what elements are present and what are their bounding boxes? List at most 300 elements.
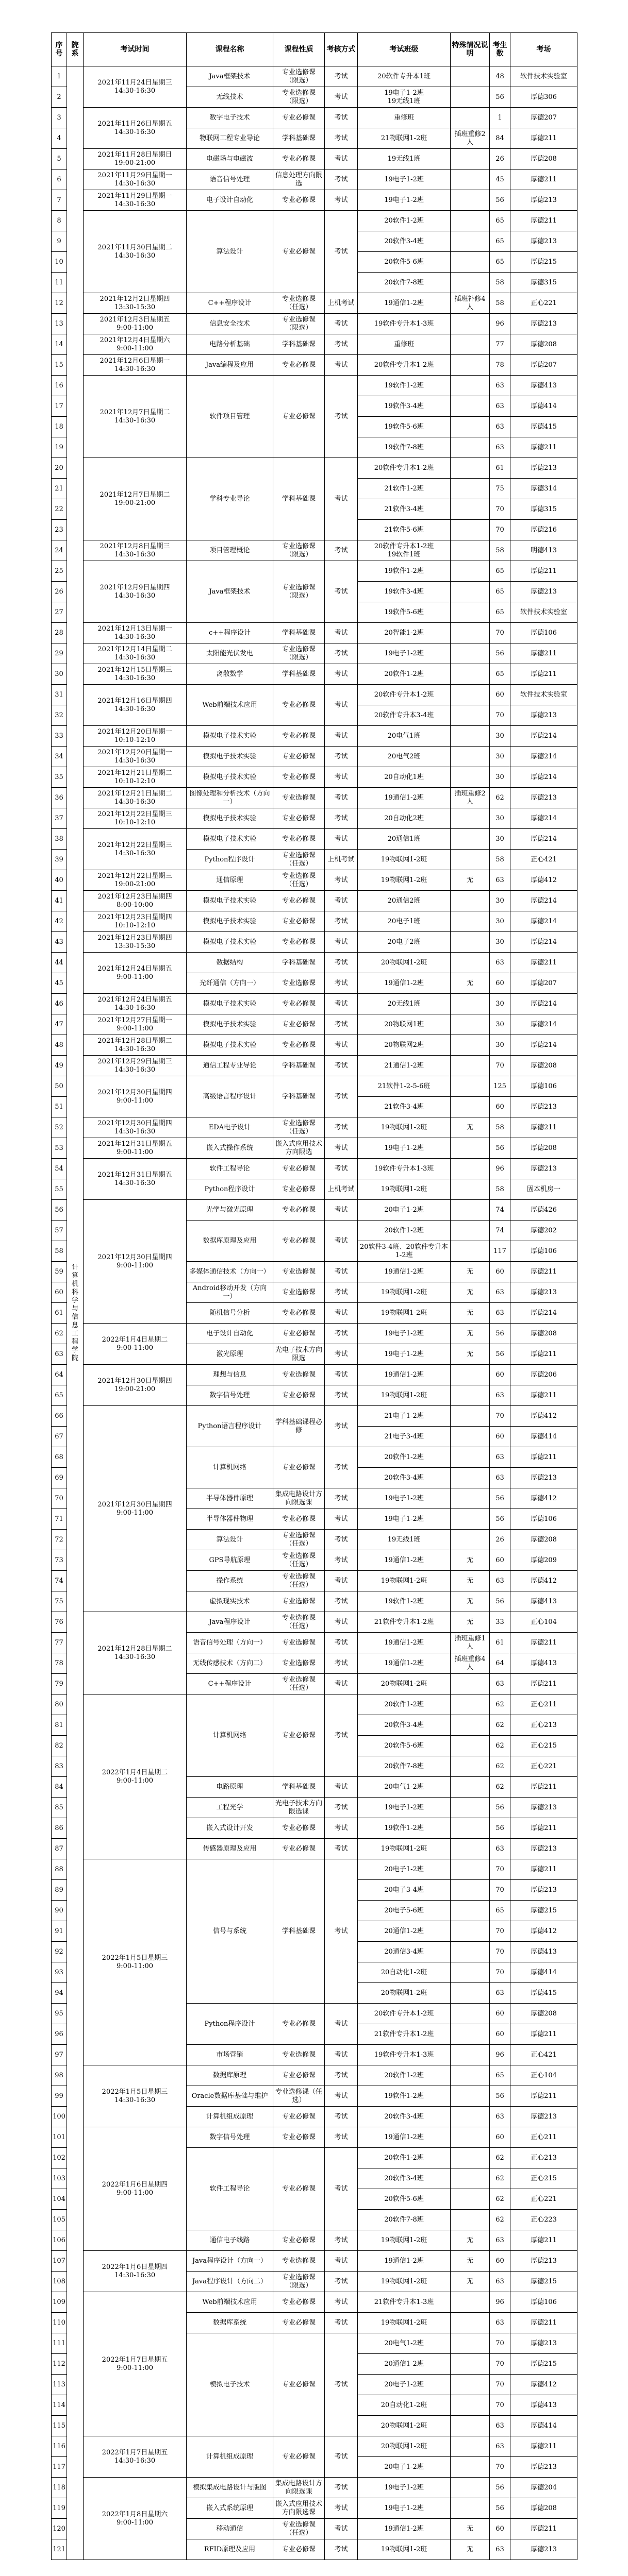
exam-room: 正心221 [510, 2189, 577, 2210]
exam-class: 重修班 [358, 334, 451, 355]
row-no: 115 [52, 2416, 67, 2436]
course-name: c++程序设计 [187, 623, 273, 643]
exam-time: 2021年11月29日星期一 14:30-16:30 [84, 190, 187, 211]
row-no: 104 [52, 2189, 67, 2210]
course-name: 算法设计 [187, 1530, 273, 1550]
row-no: 43 [52, 932, 67, 953]
row-no: 103 [52, 2168, 67, 2189]
table-row [52, 1035, 577, 1056]
special-note [451, 396, 490, 417]
student-count: 30 [490, 1035, 510, 1056]
exam-class: 20电子1班 [358, 911, 451, 932]
student-count: 70 [490, 705, 510, 726]
exam-class: 19通信1-2班 [358, 2519, 451, 2539]
course-nature: 专业选修课 [273, 1633, 325, 1653]
row-no: 58 [52, 1241, 67, 1262]
exam-room: 厚德213 [510, 788, 577, 808]
special-note [451, 2004, 490, 2024]
course-nature: 集成电路设计方向限选课 [273, 1488, 325, 1509]
exam-method: 考试 [325, 211, 358, 293]
table-row [52, 911, 577, 932]
table-row [52, 685, 577, 705]
student-count: 56 [490, 1324, 510, 1344]
course-name: 电路原理 [187, 1777, 273, 1798]
exam-time: 2021年12月22日星期三 14:30-16:30 [84, 829, 187, 870]
student-count: 70 [490, 623, 510, 643]
exam-room: 正心421 [510, 2045, 577, 2065]
exam-class: 20软件3-4班 [358, 231, 451, 252]
row-no: 72 [52, 1530, 67, 1550]
special-note [451, 1901, 490, 1921]
student-count: 96 [490, 314, 510, 334]
special-note [451, 540, 490, 561]
exam-room: 厚德211 [510, 1633, 577, 1653]
row-no: 48 [52, 1035, 67, 1056]
exam-time: 2021年12月23日星期四 10:10-12:10 [84, 911, 187, 932]
course-nature: 专业必修课 [273, 685, 325, 726]
student-count: 60 [490, 2004, 510, 2024]
row-no: 49 [52, 1056, 67, 1076]
exam-class: 19软件7-8班 [358, 437, 451, 458]
course-nature: 学科基础课 [273, 1076, 325, 1117]
row-no: 77 [52, 1633, 67, 1653]
course-nature: 专业选修课 （任选） [273, 1571, 325, 1591]
exam-class: 21物联网1-2班 [358, 128, 451, 149]
exam-room: 厚德213 [510, 1282, 577, 1303]
exam-time: 2021年12月6日星期一 14:30-16:30 [84, 355, 187, 376]
table-row [52, 1859, 577, 1880]
course-nature: 专业必修课 [273, 355, 325, 376]
exam-room: 厚德412 [510, 1921, 577, 1942]
exam-class: 19电子1-2班 [358, 1509, 451, 1530]
exam-class: 20软件5-6班 [358, 252, 451, 273]
row-no: 56 [52, 1200, 67, 1221]
table-row [52, 149, 577, 170]
exam-method: 考试 [325, 2107, 358, 2127]
row-no: 53 [52, 1138, 67, 1159]
exam-room: 厚德213 [510, 1798, 577, 1818]
exam-room: 厚德211 [510, 170, 577, 190]
exam-class: 21通信1-2班 [358, 1056, 451, 1076]
course-nature: 嵌入式应用技术方向限选 [273, 1138, 325, 1159]
exam-class: 20电子1-2班 [358, 1859, 451, 1880]
special-note [451, 1406, 490, 1427]
student-count: 30 [490, 747, 510, 767]
student-count: 96 [490, 2045, 510, 2065]
exam-time: 2021年12月30日星期四 9:00-11:00 [84, 1200, 187, 1324]
exam-method: 考试 [325, 747, 358, 767]
exam-class: 19电子1-2班 [358, 1488, 451, 1509]
exam-method: 考试 [325, 623, 358, 643]
student-count: 61 [490, 458, 510, 479]
course-name: 模拟电子技术 [187, 2333, 273, 2436]
table-row [52, 994, 577, 1014]
course-nature: 专业必修课 [273, 2230, 325, 2251]
exam-room: 厚德211 [510, 2313, 577, 2333]
row-no: 24 [52, 540, 67, 561]
special-note [451, 1818, 490, 1839]
row-no: 20 [52, 458, 67, 479]
course-name: 光学与激光原理 [187, 1200, 273, 1221]
exam-method: 考试 [325, 1303, 358, 1324]
exam-room: 厚德213 [510, 582, 577, 602]
exam-room: 厚德211 [510, 2519, 577, 2539]
course-nature: 专业选修课 （限选） [273, 540, 325, 561]
course-name: Web前端技术应用 [187, 2292, 273, 2313]
special-note [451, 1179, 490, 1200]
student-count: 75 [490, 479, 510, 499]
exam-method: 考试 [325, 1488, 358, 1509]
special-note [451, 1962, 490, 1983]
course-nature: 专业必修课 [273, 190, 325, 211]
exam-class: 20软件7-8班 [358, 2210, 451, 2230]
exam-method: 考试 [325, 1385, 358, 1406]
course-name: 无线传感技术（方向二） [187, 1653, 273, 1674]
student-count: 56 [490, 1798, 510, 1818]
exam-room: 正心213 [510, 1715, 577, 1736]
student-count: 60 [490, 2519, 510, 2539]
exam-class: 21软件专升本1-3班 [358, 2292, 451, 2313]
exam-room: 厚德413 [510, 1942, 577, 1962]
student-count: 62 [490, 2168, 510, 2189]
course-nature: 专业必修课 [273, 767, 325, 788]
row-no: 69 [52, 1468, 67, 1488]
exam-class: 19软件3-4班 [358, 582, 451, 602]
student-count: 56 [490, 1344, 510, 1365]
special-note: 无 [451, 2272, 490, 2292]
special-note [451, 479, 490, 499]
special-note [451, 1468, 490, 1488]
special-note [451, 1035, 490, 1056]
exam-room: 厚德214 [510, 767, 577, 788]
exam-class: 19物联网1-2班 [358, 2313, 451, 2333]
exam-class: 20自动化1班 [358, 767, 451, 788]
course-name: 计算机网络 [187, 1694, 273, 1777]
course-name: 软件工程导论 [187, 2148, 273, 2230]
course-name: 模拟电子技术实验 [187, 994, 273, 1014]
row-no: 70 [52, 1488, 67, 1509]
exam-method: 考试 [325, 2498, 358, 2519]
exam-class: 19通信1-2班 [358, 788, 451, 808]
special-note [451, 87, 490, 108]
header-room: 考场 [510, 33, 577, 66]
header-class: 考试班级 [358, 33, 451, 66]
exam-method: 考试 [325, 1262, 358, 1282]
course-name: Python语言程序设计 [187, 1406, 273, 1447]
special-note [451, 1942, 490, 1962]
student-count: 65 [490, 252, 510, 273]
table-row [52, 1159, 577, 1179]
exam-room: 厚德414 [510, 396, 577, 417]
exam-room: 厚德412 [510, 870, 577, 891]
exam-class: 21电子1-2班 [358, 1406, 451, 1427]
special-note [451, 1365, 490, 1385]
exam-class: 19通信1-2班 [358, 293, 451, 314]
row-no: 111 [52, 2333, 67, 2354]
table-row [52, 293, 577, 314]
exam-method: 考试 [325, 1674, 358, 1694]
exam-time: 2021年12月13日星期一 14:30-16:30 [84, 623, 187, 643]
special-note: 无 [451, 1550, 490, 1571]
exam-class: 20软件专升本1-2班 19软件1班 [358, 540, 451, 561]
course-name: Python程序设计 [187, 850, 273, 870]
exam-class: 19软件1-2班 [358, 2086, 451, 2107]
exam-room: 厚德213 [510, 2251, 577, 2272]
exam-class: 20软件专升本1-2班 [358, 685, 451, 705]
exam-class: 20软件专升本1-2班 [358, 355, 451, 376]
exam-room: 厚德209 [510, 1550, 577, 1571]
student-count: 63 [490, 376, 510, 396]
exam-class: 20软件5-6班 [358, 1736, 451, 1756]
course-nature: 专业选修课 （任选） [273, 1530, 325, 1550]
special-note [451, 2148, 490, 2168]
row-no: 32 [52, 705, 67, 726]
exam-room: 厚德214 [510, 808, 577, 829]
exam-class: 19物联网1-2班 [358, 2539, 451, 2560]
exam-class: 20软件3-4班 [358, 2168, 451, 2189]
header-time: 考试时间 [84, 33, 187, 66]
exam-class: 19软件1-2班 [358, 1818, 451, 1839]
row-no: 27 [52, 602, 67, 623]
exam-room: 厚德214 [510, 891, 577, 911]
special-note [451, 1859, 490, 1880]
special-note [451, 850, 490, 870]
special-note: 无 [451, 1262, 490, 1282]
exam-class: 20物联网2班 [358, 1035, 451, 1056]
exam-method: 考试 [325, 1344, 358, 1365]
student-count: 63 [490, 2313, 510, 2333]
row-no: 88 [52, 1859, 67, 1880]
row-no: 50 [52, 1076, 67, 1097]
exam-method: 考试 [325, 1653, 358, 1674]
exam-time: 2021年12月23日星期四 13:30-15:30 [84, 932, 187, 953]
student-count: 63 [490, 1468, 510, 1488]
row-no: 62 [52, 1324, 67, 1344]
row-no: 52 [52, 1117, 67, 1138]
table-row [52, 664, 577, 685]
exam-method: 考试 [325, 870, 358, 891]
exam-room: 厚德211 [510, 211, 577, 231]
exam-method: 考试 [325, 664, 358, 685]
exam-method: 考试 [325, 2272, 358, 2292]
course-nature: 光电子技术方向限选 [273, 1344, 325, 1365]
table-row [52, 870, 577, 891]
exam-class: 20物联网1-2班 [358, 1983, 451, 2004]
table-row [52, 2065, 577, 2086]
exam-class: 20智能1-2班 [358, 623, 451, 643]
exam-class: 19通信1-2班 [358, 2127, 451, 2148]
student-count: 30 [490, 911, 510, 932]
special-note [451, 932, 490, 953]
course-nature: 信息处理方向限选 [273, 170, 325, 190]
table-row [52, 747, 577, 767]
exam-room: 厚德213 [510, 458, 577, 479]
course-nature: 专业必修课 [273, 2065, 325, 2086]
exam-room: 厚德211 [510, 1385, 577, 1406]
exam-room: 厚德208 [510, 2498, 577, 2519]
course-nature: 专业必修课 [273, 1179, 325, 1200]
exam-room: 厚德215 [510, 252, 577, 273]
exam-room: 厚德208 [510, 334, 577, 355]
course-nature: 学科基础课 [273, 953, 325, 973]
course-name: 算法设计 [187, 211, 273, 293]
special-note: 无 [451, 1117, 490, 1138]
special-note: 无 [451, 1324, 490, 1344]
exam-room: 正心213 [510, 2148, 577, 2168]
table-row [52, 1612, 577, 1633]
row-no: 9 [52, 231, 67, 252]
exam-room: 厚德202 [510, 1221, 577, 1241]
exam-class: 20通信3-4班 [358, 1942, 451, 1962]
row-no: 28 [52, 623, 67, 643]
row-no: 22 [52, 499, 67, 520]
row-no: 98 [52, 2065, 67, 2086]
course-nature: 专业必修课 [273, 1694, 325, 1777]
exam-method: 考试 [325, 540, 358, 561]
course-name: C++程序设计 [187, 1674, 273, 1694]
student-count: 96 [490, 1159, 510, 1179]
exam-method: 考试 [325, 376, 358, 458]
exam-room: 厚德211 [510, 2024, 577, 2045]
exam-time: 2021年12月28日星期二 14:30-16:30 [84, 1612, 187, 1694]
course-nature: 专业必修课 [273, 2313, 325, 2333]
course-name: Android移动开发（方向一） [187, 1282, 273, 1303]
row-no: 11 [52, 273, 67, 293]
course-nature: 专业必修课 [273, 1303, 325, 1324]
exam-class: 19软件专升本1-3班 [358, 1159, 451, 1179]
special-note [451, 170, 490, 190]
row-no: 86 [52, 1818, 67, 1839]
special-note [451, 2168, 490, 2189]
exam-class: 20自动化1-2班 [358, 2395, 451, 2416]
student-count: 70 [490, 1056, 510, 1076]
special-note [451, 1159, 490, 1179]
special-note [451, 2333, 490, 2354]
exam-method: 考试 [325, 1056, 358, 1076]
exam-room: 厚德213 [510, 2457, 577, 2478]
special-note: 无 [451, 2230, 490, 2251]
row-no: 63 [52, 1344, 67, 1365]
row-no: 90 [52, 1901, 67, 1921]
exam-room: 厚德415 [510, 1983, 577, 2004]
course-nature: 专业选修课 [273, 788, 325, 808]
special-note: 插班重修1人 [451, 1633, 490, 1653]
exam-class: 21软件3-4班 [358, 499, 451, 520]
row-no: 67 [52, 1427, 67, 1447]
row-no: 108 [52, 2272, 67, 2292]
special-note [451, 829, 490, 850]
exam-class: 20电子5-6班 [358, 1901, 451, 1921]
student-count: 30 [490, 808, 510, 829]
course-nature: 专业选修课 （任选） [273, 1117, 325, 1138]
exam-class: 19通信1-2班 [358, 1262, 451, 1282]
exam-time: 2021年12月31日星期五 14:30-16:30 [84, 1159, 187, 1200]
exam-method: 考试 [325, 1694, 358, 1777]
special-note: 无 [451, 1344, 490, 1365]
exam-room: 厚德106 [510, 2292, 577, 2313]
special-note: 插班补修4人 [451, 293, 490, 314]
special-note [451, 2024, 490, 2045]
student-count: 60 [490, 1365, 510, 1385]
exam-room: 厚德208 [510, 1530, 577, 1550]
special-note [451, 1241, 490, 1262]
exam-method: 考试 [325, 973, 358, 994]
student-count: 65 [490, 211, 510, 231]
exam-room: 正心104 [510, 1612, 577, 1633]
special-note [451, 994, 490, 1014]
exam-method: 考试 [325, 891, 358, 911]
row-no: 18 [52, 417, 67, 437]
exam-class: 20软件5-6班 [358, 2189, 451, 2210]
row-no: 19 [52, 437, 67, 458]
exam-time: 2021年12月7日星期二 14:30-16:30 [84, 376, 187, 458]
special-note: 无 [451, 2251, 490, 2272]
student-count: 63 [490, 2107, 510, 2127]
course-nature: 专业选修课 （限选） [273, 87, 325, 108]
exam-class: 20通信1-2班 [358, 2354, 451, 2375]
student-count: 56 [490, 87, 510, 108]
exam-room: 厚德207 [510, 108, 577, 128]
exam-time: 2021年12月29日星期三 14:30-16:30 [84, 1056, 187, 1076]
student-count: 70 [490, 1942, 510, 1962]
row-no: 94 [52, 1983, 67, 2004]
student-count: 64 [490, 1653, 510, 1674]
row-no: 80 [52, 1694, 67, 1715]
exam-room: 厚德214 [510, 911, 577, 932]
exam-room: 厚德213 [510, 190, 577, 211]
row-no: 87 [52, 1839, 67, 1859]
special-note [451, 1839, 490, 1859]
course-nature: 专业选修课 [273, 2045, 325, 2065]
exam-method: 考试 [325, 1117, 358, 1138]
student-count: 56 [490, 1138, 510, 1159]
exam-room: 正心215 [510, 1736, 577, 1756]
course-name: 传感器原理及应用 [187, 1839, 273, 1859]
exam-class: 19软件专升本1-3班 [358, 314, 451, 334]
course-nature: 专业必修课 [273, 2004, 325, 2045]
student-count: 30 [490, 829, 510, 850]
row-no: 76 [52, 1612, 67, 1633]
exam-time: 2021年12月22日星期三 19:00-21:00 [84, 870, 187, 891]
special-note: 无 [451, 870, 490, 891]
row-no: 60 [52, 1282, 67, 1303]
row-no: 85 [52, 1798, 67, 1818]
exam-room: 厚德213 [510, 1159, 577, 1179]
table-row [52, 1324, 577, 1344]
course-name: 语音信号处理（方向一） [187, 1633, 273, 1653]
schedule-body [52, 66, 577, 2560]
course-name: 语音信号处理 [187, 170, 273, 190]
student-count: 96 [490, 2292, 510, 2313]
exam-room: 厚德211 [510, 1859, 577, 1880]
exam-time: 2021年12月20日星期一 10:10-12:10 [84, 726, 187, 747]
row-no: 8 [52, 211, 67, 231]
exam-room: 厚德106 [510, 1076, 577, 1097]
course-name: 计算机组成原理 [187, 2436, 273, 2478]
row-no: 107 [52, 2251, 67, 2272]
table-row [52, 2436, 577, 2457]
header-row [52, 33, 577, 66]
special-note [451, 1756, 490, 1777]
table-row [52, 623, 577, 643]
course-name: 数字信号处理 [187, 1385, 273, 1406]
course-nature: 专业选修课 [273, 1653, 325, 1674]
table-row [52, 2127, 577, 2148]
student-count: 58 [490, 1117, 510, 1138]
exam-class: 21软件3-4班 [358, 1097, 451, 1117]
course-name: Java程序设计 [187, 1612, 273, 1633]
special-note [451, 1097, 490, 1117]
